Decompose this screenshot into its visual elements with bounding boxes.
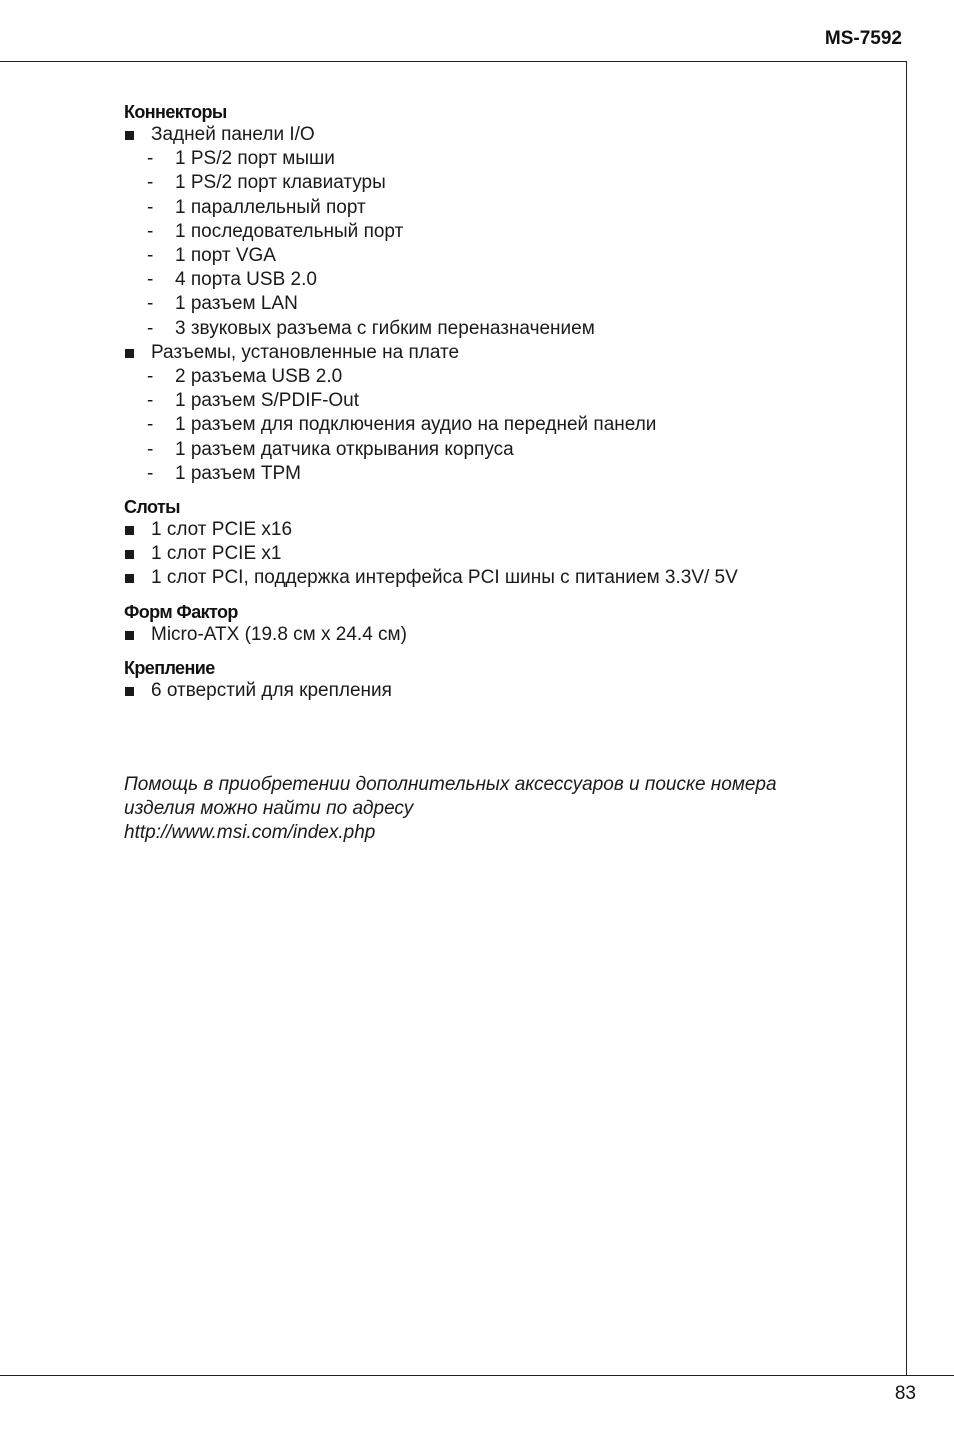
list-item: - 1 разъем LAN (124, 292, 884, 316)
list-item: 1 слот PCIE x1 (124, 542, 884, 566)
page-number: 83 (894, 1383, 916, 1404)
list-item: - 4 порта USB 2.0 (124, 268, 884, 292)
note-line: изделия можно найти по адресу (124, 798, 414, 820)
list-item: - 1 разъем S/PDIF-Out (124, 389, 884, 413)
note-line: Помощь в приобретении дополнительных аксессуаров и поиске номера (124, 774, 777, 795)
connectors-heading: Коннекторы (124, 102, 227, 122)
mounting-section (124, 657, 884, 703)
onboard-bullet: Разъемы, установленные на плате (124, 341, 884, 365)
list-item: Micro-ATX (19.8 см x 24.4 см) (124, 623, 884, 647)
list-item: - 1 разъем TPM (124, 462, 884, 486)
list-item: - 1 разъем датчика открывания корпуса (124, 438, 884, 462)
list-item: - 1 последовательный порт (124, 220, 884, 244)
bottom-divider (0, 1375, 954, 1376)
connectors-section (124, 101, 884, 486)
list-item: 1 слот PCIE x16 (124, 518, 884, 542)
list-item: - 1 порт VGA (124, 244, 884, 268)
list-item: - 1 параллельный порт (124, 196, 884, 220)
slots-heading: Слоты (124, 497, 180, 518)
slots-section (124, 496, 884, 591)
accessories-note (124, 773, 844, 846)
form-factor-section (124, 601, 884, 647)
note-url[interactable]: http://www.msi.com/index.php (124, 822, 376, 844)
list-item: - 1 PS/2 порт клавиатуры (124, 171, 884, 195)
model-number: MS-7592 (824, 28, 902, 49)
top-divider (0, 61, 907, 62)
right-divider (906, 61, 907, 1376)
list-item: 1 слот PCI, поддержка интерфейса PCI шины с питанием 3.3V/ 5V (124, 566, 884, 590)
list-item: - 1 разъем для подключения аудио на передней панели (124, 413, 884, 437)
mounting-heading: Крепление (124, 657, 215, 678)
list-item: 6 отверстий для крепления (124, 679, 884, 703)
form-factor-heading: Форм Фактор (124, 601, 238, 622)
list-item: - 3 звуковых разъема с гибким переназначением (124, 317, 884, 341)
list-item: - 1 PS/2 порт мыши (124, 147, 884, 171)
spec-content (124, 101, 884, 703)
list-item: - 2 разъема USB 2.0 (124, 365, 884, 389)
rear-panel-bullet: Задней панели I/O (124, 123, 884, 147)
